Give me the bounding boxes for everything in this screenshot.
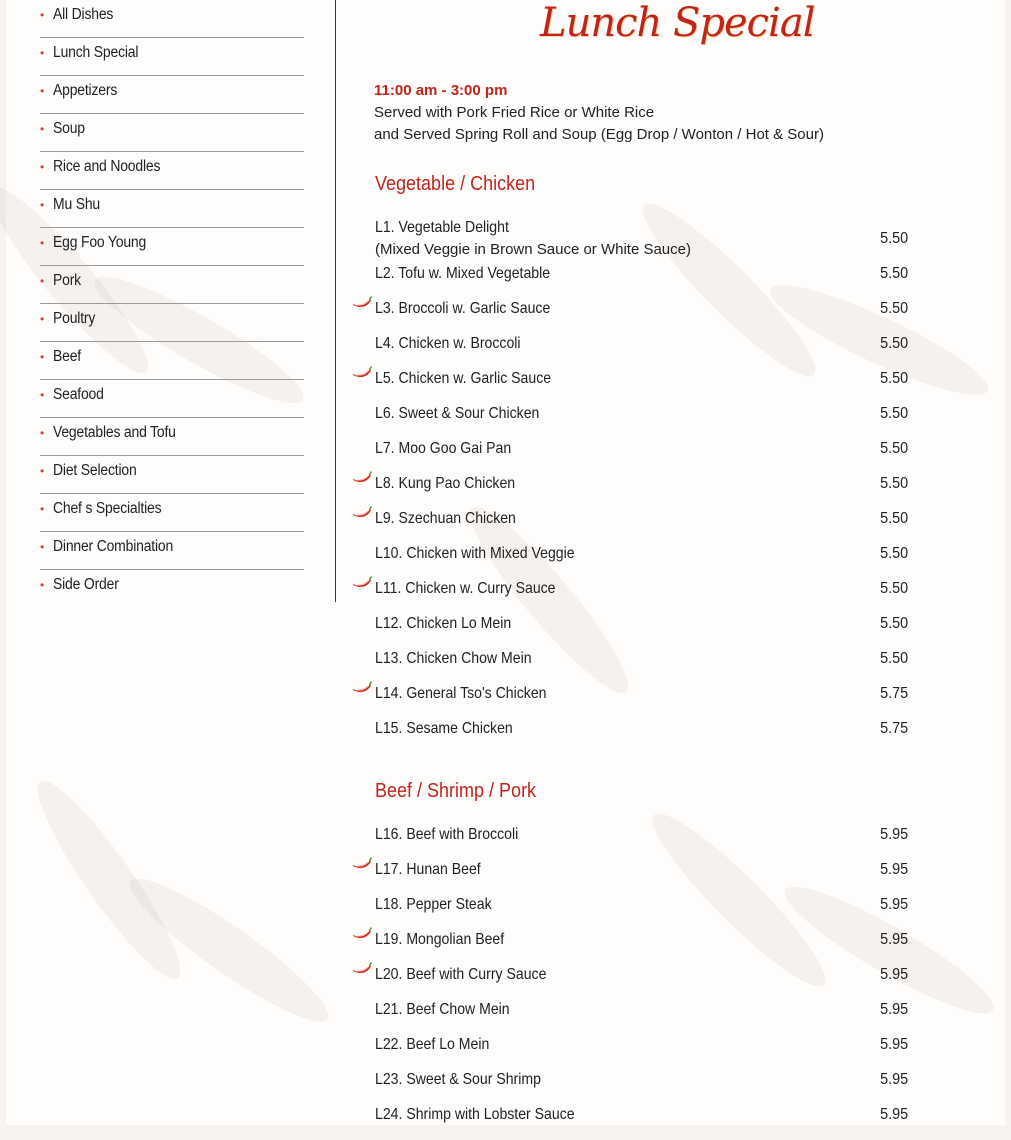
sidebar-item-chef-s-specialties[interactable] <box>40 494 304 532</box>
menu-item[interactable] <box>348 474 908 509</box>
menu-item[interactable] <box>348 439 908 474</box>
sidebar-item-label: Diet Selection <box>53 462 137 479</box>
sidebar-item-poultry[interactable] <box>40 304 304 342</box>
intro-line-2: and Served Spring Roll and Soup (Egg Drop / Wonton / Hot & Sour) <box>374 126 824 143</box>
sidebar-item-lunch-special[interactable] <box>40 38 304 76</box>
category-sidebar <box>40 0 336 602</box>
bullet-dot-icon: • <box>40 350 45 364</box>
menu-item-price: 5.50 <box>879 580 908 597</box>
sidebar-item-appetizers[interactable] <box>40 76 304 114</box>
menu-item-price: 5.50 <box>879 615 908 632</box>
menu-item-description: (Mixed Veggie in Brown Sauce or White Sauce) <box>375 241 691 258</box>
menu-item-price: 5.50 <box>879 335 908 352</box>
menu-item-name: L17. Hunan Beef <box>375 861 481 878</box>
menu-item[interactable] <box>348 930 908 965</box>
menu-item-price: 5.95 <box>879 1071 908 1088</box>
bamboo-leaf-decoration <box>21 769 196 992</box>
menu-item-name: L13. Chicken Chow Mein <box>375 650 532 667</box>
sidebar-item-label: Seafood <box>53 386 104 403</box>
menu-item[interactable] <box>348 965 908 1000</box>
chili-pepper-icon <box>352 365 372 379</box>
menu-item-name: L12. Chicken Lo Mein <box>375 615 512 632</box>
bullet-dot-icon: • <box>40 46 45 60</box>
bullet-dot-icon: • <box>40 388 45 402</box>
chili-pepper-icon <box>352 470 372 484</box>
bullet-dot-icon: • <box>40 160 45 174</box>
menu-item-price: 5.50 <box>879 650 908 667</box>
menu-item[interactable] <box>348 299 908 334</box>
menu-item-name: L2. Tofu w. Mixed Vegetable <box>375 265 551 282</box>
menu-item-name: L23. Sweet & Sour Shrimp <box>375 1071 541 1088</box>
menu-item-price: 5.95 <box>879 896 908 913</box>
bullet-dot-icon: • <box>40 502 45 516</box>
menu-item-name: L20. Beef with Curry Sauce <box>375 966 547 983</box>
sidebar-item-label: Rice and Noodles <box>53 158 161 175</box>
sidebar-item-label: Soup <box>53 120 85 137</box>
bamboo-leaf-decoration <box>118 862 341 1037</box>
menu-item-name: L14. General Tso's Chicken <box>375 685 547 702</box>
bullet-dot-icon: • <box>40 84 45 98</box>
sidebar-item-rice-and-noodles[interactable] <box>40 152 304 190</box>
menu-item-price: 5.50 <box>879 405 908 422</box>
chili-pepper-icon <box>352 926 372 940</box>
menu-item-price: 5.50 <box>879 300 908 317</box>
menu-item-price: 5.75 <box>879 720 908 737</box>
category-list <box>40 0 335 607</box>
intro-line-1: Served with Pork Fried Rice or White Rice <box>374 104 655 121</box>
chili-pepper-icon <box>352 961 372 975</box>
menu-item-name: L16. Beef with Broccoli <box>375 826 519 843</box>
menu-item-name: L18. Pepper Steak <box>375 896 492 913</box>
menu-item-price: 5.75 <box>879 685 908 702</box>
chili-pepper-icon <box>352 680 372 694</box>
menu-item-name: L3. Broccoli w. Garlic Sauce <box>375 300 551 317</box>
menu-item-price: 5.95 <box>879 1001 908 1018</box>
menu-item[interactable] <box>348 264 908 299</box>
menu-item[interactable] <box>348 509 908 544</box>
bullet-dot-icon: • <box>40 464 45 478</box>
menu-item-price: 5.50 <box>879 265 908 282</box>
menu-item[interactable] <box>348 218 908 258</box>
chili-pepper-icon <box>352 295 372 309</box>
sidebar-item-egg-foo-young[interactable] <box>40 228 304 266</box>
menu-item-name: L9. Szechuan Chicken <box>375 510 516 527</box>
menu-item-name: L22. Beef Lo Mein <box>375 1036 490 1053</box>
bullet-dot-icon: • <box>40 122 45 136</box>
sidebar-item-label: Mu Shu <box>53 196 100 213</box>
sidebar-item-label: Beef <box>53 348 81 365</box>
menu-item-price: 5.95 <box>879 931 908 948</box>
bullet-dot-icon: • <box>40 312 45 326</box>
bullet-dot-icon: • <box>40 274 45 288</box>
menu-item[interactable] <box>348 1070 908 1105</box>
sidebar-item-label: Egg Foo Young <box>53 234 147 251</box>
menu-item-name: L11. Chicken w. Curry Sauce <box>375 580 556 597</box>
chili-pepper-icon <box>352 575 372 589</box>
menu-item-price: 5.95 <box>879 1036 908 1053</box>
menu-item[interactable] <box>348 825 908 860</box>
menu-item[interactable] <box>348 1035 908 1070</box>
sidebar-item-label: Dinner Combination <box>53 538 174 555</box>
menu-item-name: L8. Kung Pao Chicken <box>375 475 516 492</box>
lunch-hours: 11:00 am - 3:00 pm <box>374 82 508 99</box>
menu-item-name: L1. Vegetable Delight <box>375 219 509 236</box>
menu-item-price: 5.95 <box>879 966 908 983</box>
menu-item-name: L6. Sweet & Sour Chicken <box>375 405 540 422</box>
sidebar-item-pork[interactable] <box>40 266 304 304</box>
menu-item-price: 5.50 <box>879 230 908 247</box>
bullet-dot-icon: • <box>40 198 45 212</box>
bullet-dot-icon: • <box>40 8 45 22</box>
menu-item-price: 5.50 <box>879 475 908 492</box>
sidebar-item-dinner-combination[interactable] <box>40 532 304 570</box>
menu-item-name: L5. Chicken w. Garlic Sauce <box>375 370 552 387</box>
menu-item[interactable] <box>348 544 908 579</box>
menu-item-name: L4. Chicken w. Broccoli <box>375 335 521 352</box>
menu-item-name: L21. Beef Chow Mein <box>375 1001 510 1018</box>
menu-item-price: 5.95 <box>879 861 908 878</box>
chili-pepper-icon <box>352 856 372 870</box>
sidebar-item-label: Lunch Special <box>53 44 139 61</box>
sidebar-item-label: Chef s Specialties <box>53 500 162 517</box>
bullet-dot-icon: • <box>40 578 45 592</box>
menu-item[interactable] <box>348 649 908 684</box>
section-heading: Vegetable / Chicken <box>375 173 536 195</box>
menu-item[interactable] <box>348 1000 908 1035</box>
sidebar-item-label: Vegetables and Tofu <box>53 424 176 441</box>
menu-item-price: 5.95 <box>879 826 908 843</box>
menu-item[interactable] <box>348 684 908 719</box>
menu-item[interactable] <box>348 579 908 614</box>
menu-item-price: 5.50 <box>879 440 908 457</box>
menu-item[interactable] <box>348 1105 908 1140</box>
sidebar-item-label: Appetizers <box>53 82 118 99</box>
menu-item-name: L15. Sesame Chicken <box>375 720 513 737</box>
bullet-dot-icon: • <box>40 426 45 440</box>
sidebar-item-label: Poultry <box>53 310 96 327</box>
sidebar-item-all-dishes[interactable] <box>40 0 304 38</box>
chili-pepper-icon <box>352 505 372 519</box>
sidebar-item-soup[interactable] <box>40 114 304 152</box>
menu-item[interactable] <box>348 614 908 649</box>
menu-item-name: L7. Moo Goo Gai Pan <box>375 440 512 457</box>
sidebar-item-seafood[interactable] <box>40 380 304 418</box>
sidebar-item-vegetables-and-tofu[interactable] <box>40 418 304 456</box>
sidebar-item-label: All Dishes <box>53 6 114 23</box>
menu-item-price: 5.50 <box>879 510 908 527</box>
sidebar-item-diet-selection[interactable] <box>40 456 304 494</box>
menu-item[interactable] <box>348 895 908 930</box>
menu-item[interactable] <box>348 334 908 369</box>
menu-item-price: 5.95 <box>879 1106 908 1123</box>
menu-item[interactable] <box>348 369 908 404</box>
bullet-dot-icon: • <box>40 540 45 554</box>
menu-item[interactable] <box>348 860 908 895</box>
menu-item-name: L10. Chicken with Mixed Veggie <box>375 545 575 562</box>
menu-item[interactable] <box>348 404 908 439</box>
section-heading: Beef / Shrimp / Pork <box>375 780 537 802</box>
menu-item-name: L24. Shrimp with Lobster Sauce <box>375 1106 575 1123</box>
sidebar-item-side-order[interactable] <box>40 570 304 607</box>
sidebar-item-label: Pork <box>53 272 81 289</box>
menu-item-price: 5.50 <box>879 545 908 562</box>
page-title: Lunch Special <box>540 0 815 46</box>
sidebar-item-mu-shu[interactable] <box>40 190 304 228</box>
sidebar-item-beef[interactable] <box>40 342 304 380</box>
menu-item-price: 5.50 <box>879 370 908 387</box>
bullet-dot-icon: • <box>40 236 45 250</box>
intro-block <box>374 80 824 146</box>
sidebar-item-label: Side Order <box>53 576 119 593</box>
menu-item[interactable] <box>348 719 908 754</box>
menu-item-name: L19. Mongolian Beef <box>375 931 505 948</box>
